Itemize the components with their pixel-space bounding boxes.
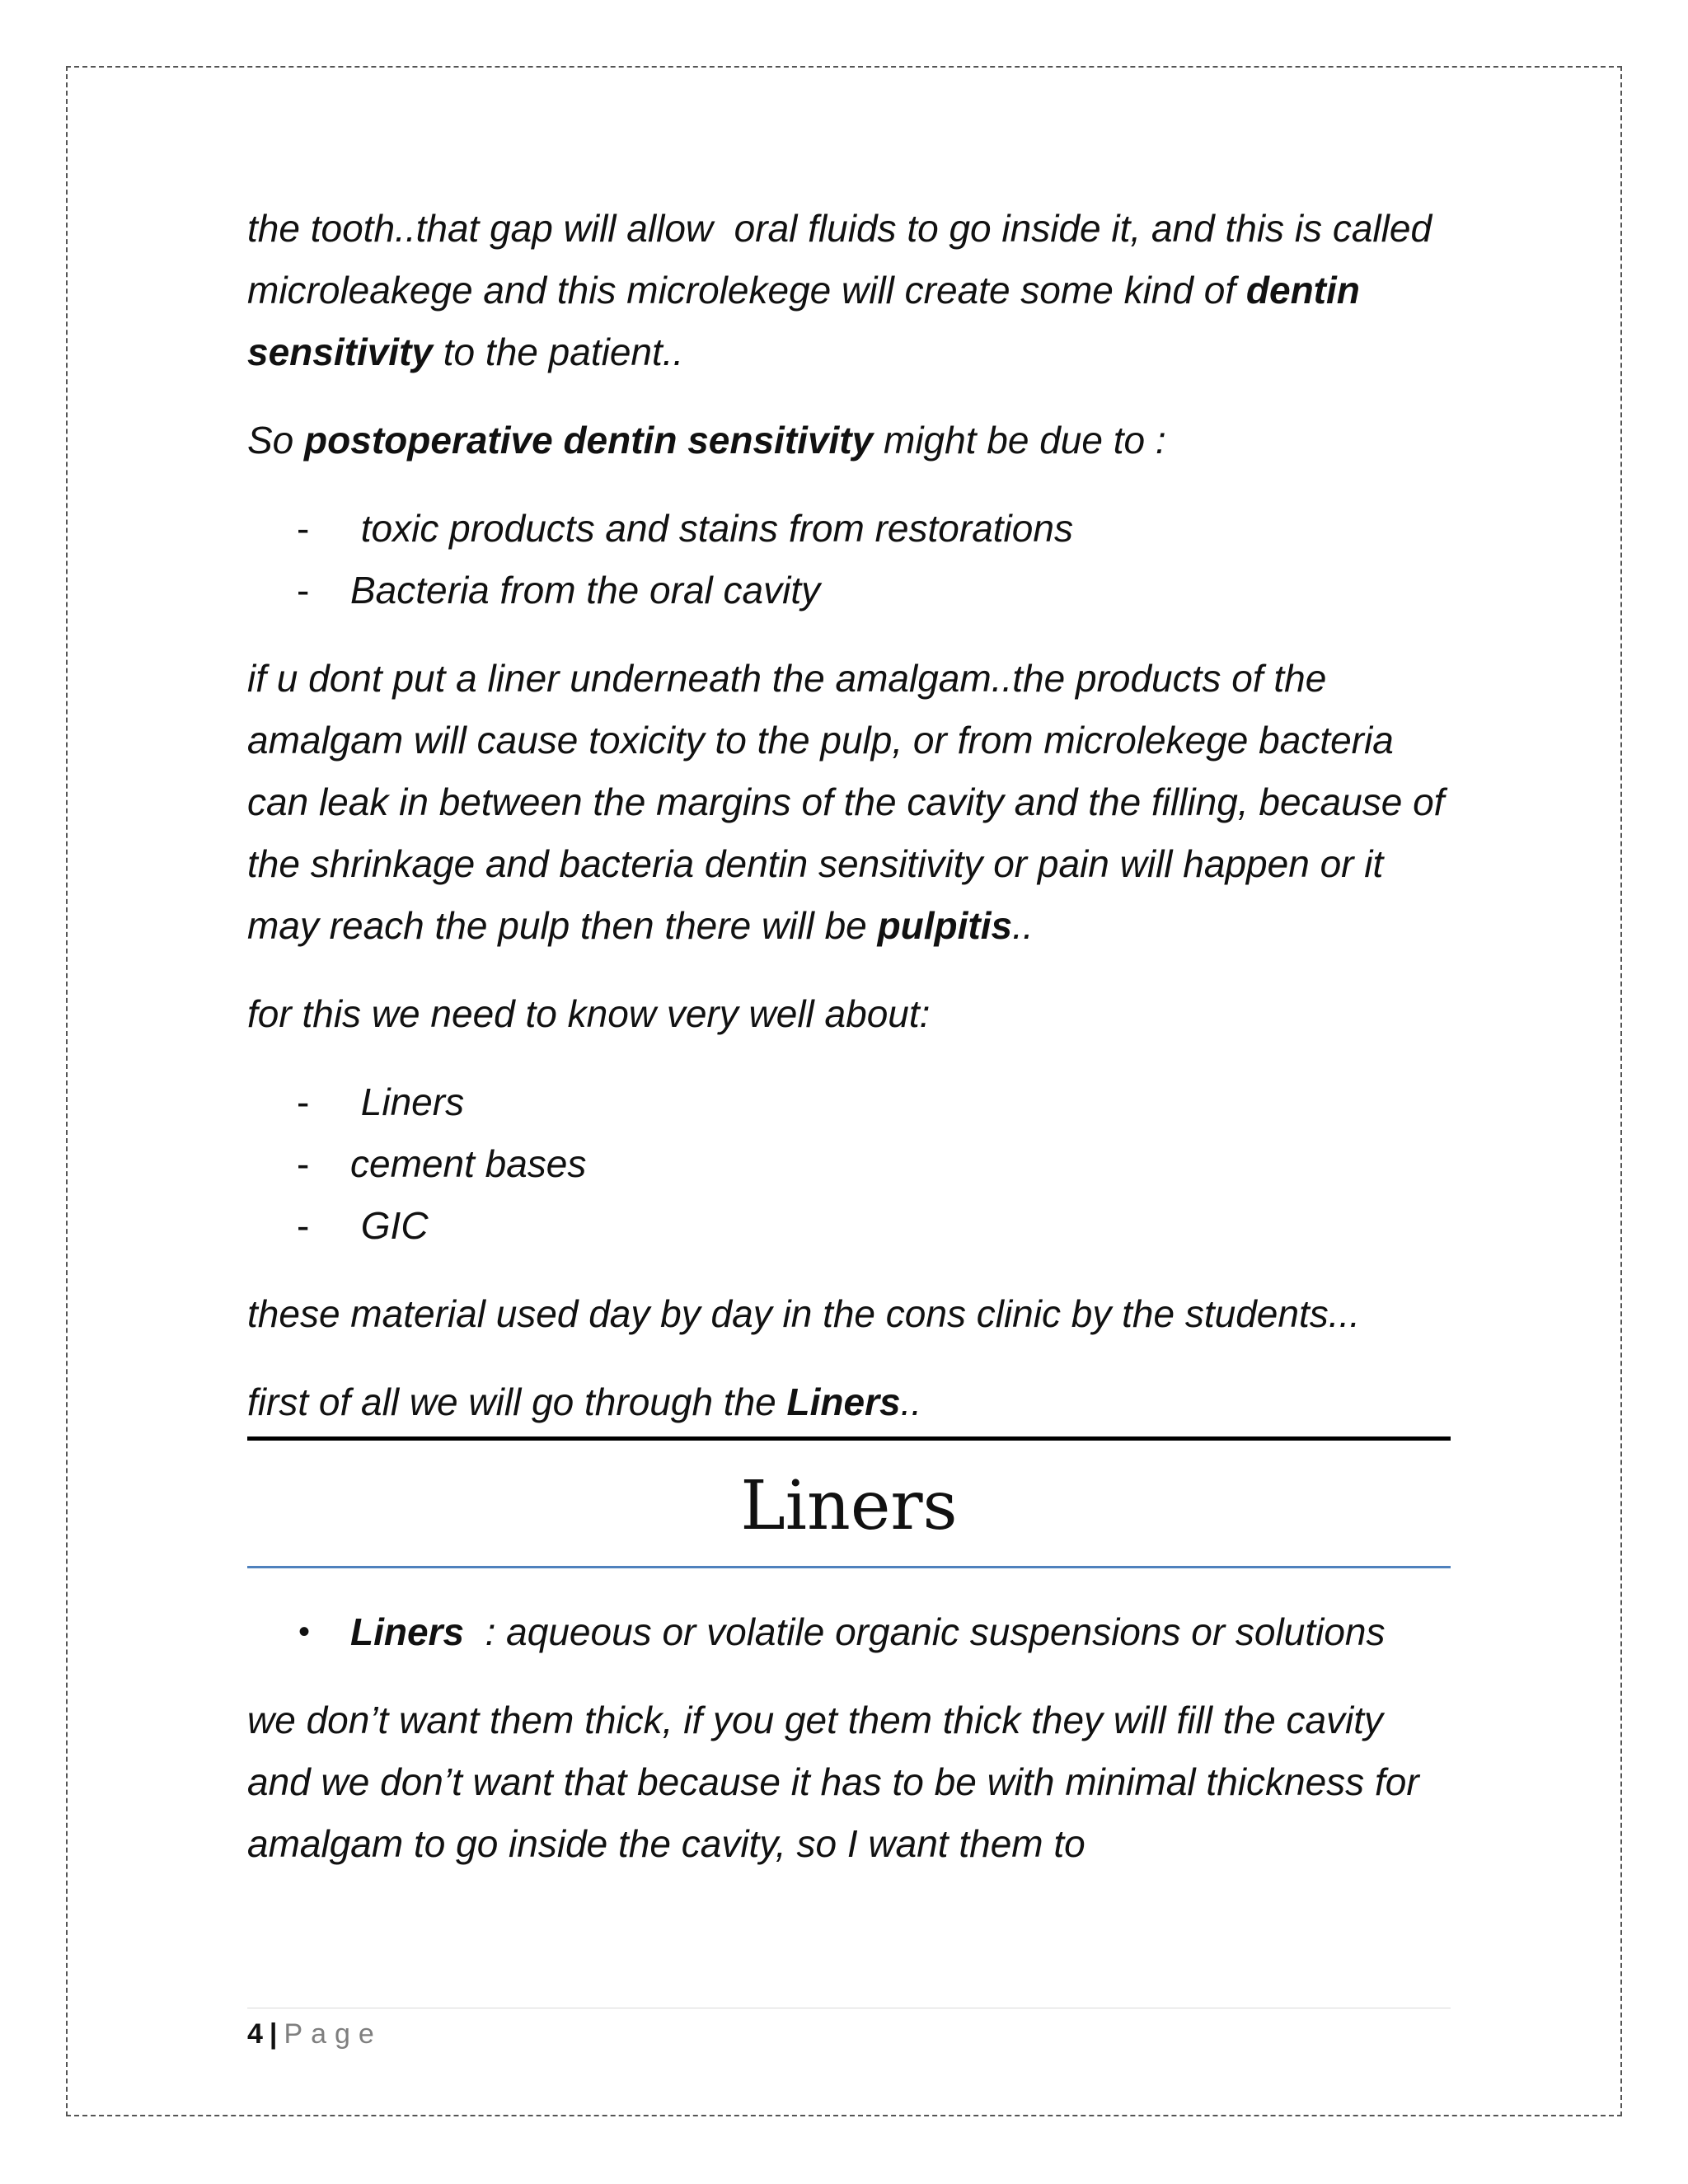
text-run: So xyxy=(247,419,305,462)
page-label: Page xyxy=(284,2018,382,2050)
dash-marker: - xyxy=(297,1080,310,1123)
list-item-text: Bacteria from the oral cavity xyxy=(350,569,821,612)
definition-list xyxy=(247,1601,1451,1663)
section-heading: Liners xyxy=(740,1467,958,1545)
text-run: first of all we will go through the xyxy=(247,1380,787,1423)
paragraph-materials-usage: these material used day by day in the cons clinic by the students... xyxy=(247,1292,1361,1335)
footer-separator: | xyxy=(269,2018,278,2050)
paragraph-need-to-know: for this we need to know very well about: xyxy=(247,992,931,1035)
document-body xyxy=(247,198,1456,1901)
bold-term-liners-definition: Liners xyxy=(350,1610,465,1653)
page-number: 4 xyxy=(247,2018,263,2050)
dash-marker: - xyxy=(297,507,310,550)
materials-list xyxy=(247,1071,1451,1257)
bullet-marker: • xyxy=(298,1614,311,1650)
list-item xyxy=(247,1195,1451,1257)
paragraph-liner-toxicity xyxy=(247,648,1456,957)
dash-marker: - xyxy=(297,1204,310,1247)
list-item-text: cement bases xyxy=(350,1142,587,1185)
text-run: the tooth..that gap will allow oral fluids to go inside it, and this is called microleakege and this microlekege will create some kind of xyxy=(247,207,1442,312)
dash-marker: - xyxy=(297,569,310,612)
paragraph-postoperative xyxy=(247,410,1451,471)
dash-marker: - xyxy=(297,1142,310,1185)
bold-term-postoperative-sensitivity: postoperative dentin sensitivity xyxy=(304,419,874,462)
bold-term-dentin-sensitivity: dentin sensitivity xyxy=(247,269,1371,373)
list-item xyxy=(247,1133,1451,1195)
paragraph-microleakage xyxy=(247,198,1451,383)
list-item xyxy=(247,560,1451,621)
text-run: .. xyxy=(1012,904,1034,947)
section-divider xyxy=(247,1436,1451,1441)
heading-underline xyxy=(247,1566,1451,1568)
list-item xyxy=(247,1071,1451,1133)
definition-text: : aqueous or volatile organic suspensions or solutions xyxy=(464,1610,1386,1653)
list-item xyxy=(247,498,1451,560)
text-run: might be due to : xyxy=(873,419,1166,462)
list-item-text: GIC xyxy=(360,1204,429,1247)
text-run: to the patient.. xyxy=(433,330,684,373)
list-item-text: Liners xyxy=(360,1080,465,1123)
paragraph-first-liners xyxy=(247,1371,1451,1433)
text-run: if u dont put a liner underneath the amalgam..the products of the amalgam will cause toxicity to the pulp, or from microlekege bacteria can leak in between the margins of the cavity and the filling, because of the shrinkage and bacteria dentin sensitivity or pain will happen or it may reach the pulp then there will be xyxy=(247,657,1456,947)
text-run: .. xyxy=(900,1380,922,1423)
list-item xyxy=(247,1601,1451,1663)
paragraph-thickness: we don’t want them thick, if you get them thick they will fill the cavity and we don’t want that because it has to be with minimal thickness for amalgam to go inside the cavity, so I want them to xyxy=(247,1699,1430,1865)
bold-term-liners: Liners xyxy=(786,1380,901,1423)
list-item-text: toxic products and stains from restorations xyxy=(360,507,1073,550)
causes-list xyxy=(247,498,1451,621)
page-footer xyxy=(247,2008,1451,2055)
bold-term-pulpitis: pulpitis xyxy=(877,904,1013,947)
